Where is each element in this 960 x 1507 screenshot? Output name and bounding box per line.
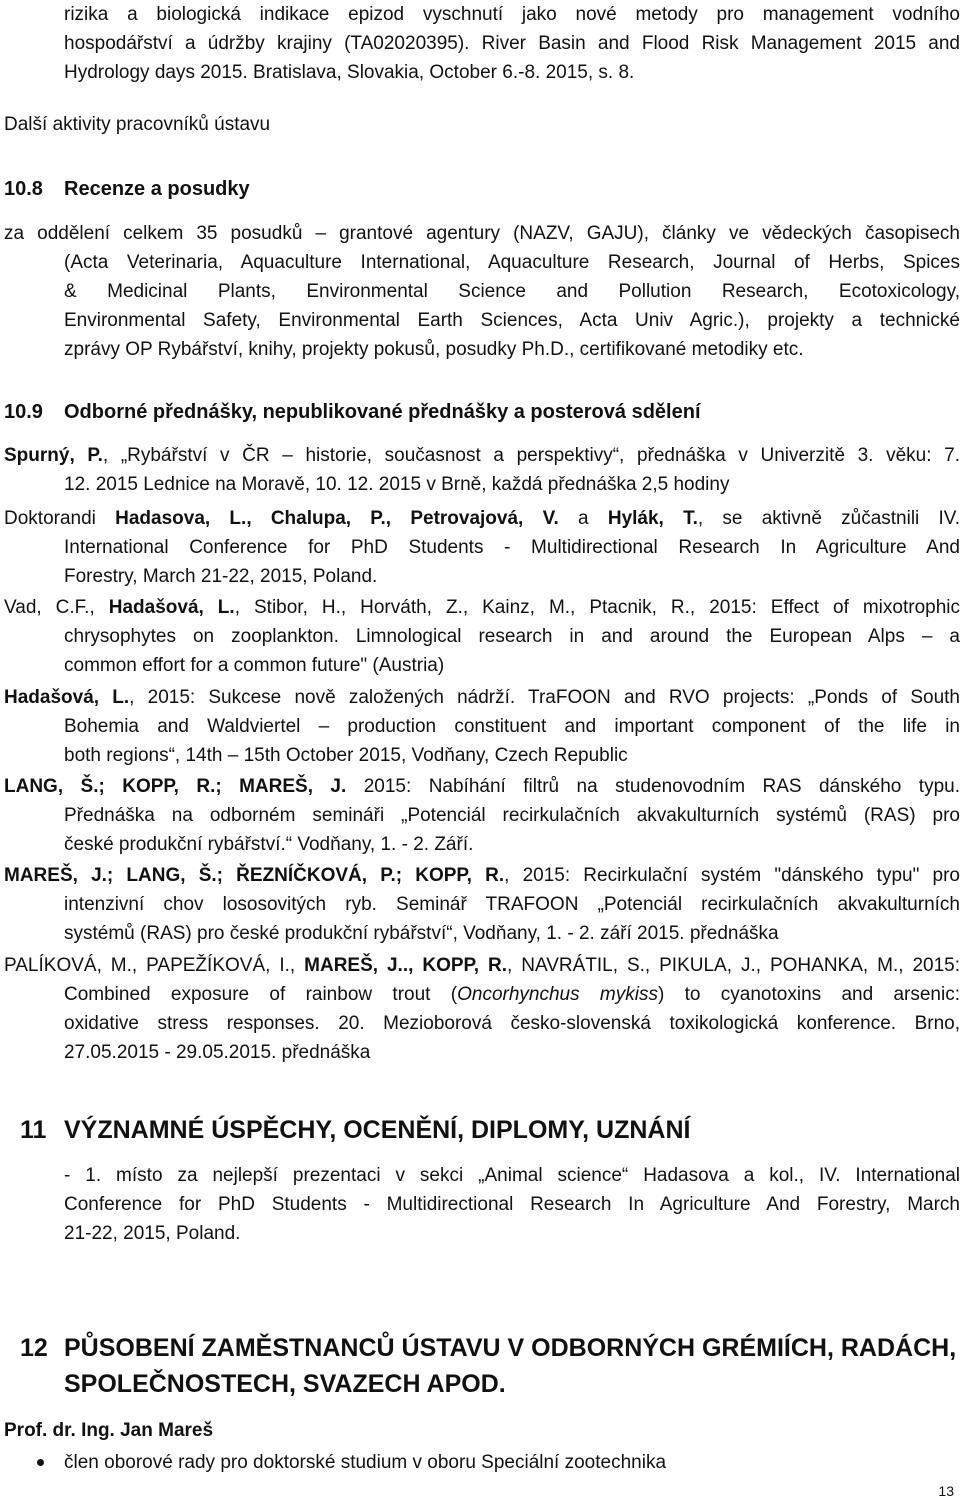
lecture-entry [4,772,960,801]
entry-text: 12. 2015 Lednice na Moravě, 10. 12. 2015 v Brně, každá přednáška 2,5 hodiny [64,474,730,495]
entry-text: common effort for a common future" (Austria) [64,655,445,676]
entry-text: International Conference for PhD Students - Multidirectional Research In Agriculture And [64,537,960,558]
entry-author: Hadašová, L. [4,687,130,708]
lecture-entry [4,951,960,980]
page-number: 13 [938,1483,954,1499]
entry-author: Hadašová, L. [108,597,235,618]
entry-text: a [578,508,589,529]
person-name: Prof. dr. Ing. Jan Mareš [4,1420,214,1441]
species-name: Oncorhynchus mykiss [457,984,658,1005]
paragraph-line: - 1. místo za nejlepší prezentaci v sekci „Animal science“ Hadasova a kol., IV. International [64,1165,960,1186]
entry-text: both regions“, 14th – 15th October 2015, Vodňany, Czech Republic [64,745,628,766]
lecture-entry-cont [64,470,960,499]
section-number: 10.8 [4,178,43,200]
entry-text: chrysophytes on zooplankton. Limnological research in and around the European Alps – a [64,626,960,647]
lecture-entry-cont [64,890,960,948]
paragraph-line: Environmental Safety, Environmental Earth Sciences, Acta Univ Agric.), projekty a technické [64,310,960,331]
entry-text: 27.05.2015 - 29.05.2015. přednáška [64,1042,371,1063]
paragraph-line: Hydrology days 2015. Bratislava, Slovakia, October 6.-8. 2015, s. 8. [64,62,635,83]
entry-author: MAREŠ, J.., KOPP, R. [304,955,507,976]
bullet-item: člen oborové rady pro doktorské studium v oboru Speciální zootechnika [64,1452,667,1473]
entry-text: , 2015: Sukcese nově založených nádrží. TraFOON and RVO projects: „Ponds of South [129,687,960,708]
paragraph-line: zprávy OP Rybářství, knihy, projekty pokusů, posudky Ph.D., certifikované metodiky etc. [64,339,804,360]
entry-authors: Hadasova, L., Chalupa, P., Petrovajová, V. [115,508,559,529]
entry-text: oxidative stress responses. 20. Mezioborová česko-slovenská toxikologická konference. Brno, [64,1013,960,1034]
entry-authors: Hylák, T. [607,508,698,529]
paragraph-line: rizika a biologická indikace epizod vyschnutí jako nové metody pro management vodního [64,4,960,25]
lecture-entry-cont [64,801,960,859]
entry-text: 2015: Nabíhání filtrů na studenovodním RAS dánského typu. [346,776,960,797]
chapter-title-cont: SPOLEČNOSTECH, SVAZECH APOD. [64,1370,506,1398]
lecture-entry [4,861,960,890]
bullet-icon [37,1459,44,1466]
entry-text: systémů (RAS) pro české produkční rybářství“, Vodňany, 1. - 2. září 2015. přednáška [64,923,779,944]
section-title: Recenze a posudky [64,178,250,200]
entry-text: Bohemia and Waldviertel – production constituent and important component of the life in [64,716,960,737]
paragraph-line: Conference for PhD Students - Multidirectional Research In Agriculture And Forestry, March [64,1194,960,1215]
chapter-title: VÝZNAMNÉ ÚSPĚCHY, OCENĚNÍ, DIPLOMY, UZNÁNÍ [64,1116,691,1144]
achievements-paragraph [64,1161,960,1248]
entry-text: PALÍKOVÁ, M., PAPEŽÍKOVÁ, I., [4,955,305,976]
paragraph-line: & Medicinal Plants, Environmental Science and Pollution Research, Ecotoxicology, [64,281,960,302]
lecture-entry [4,504,960,533]
lecture-entry-cont [64,622,960,680]
lecture-entry-cont [64,533,960,591]
lecture-entry-cont [64,980,960,1067]
entry-text: Vad, C.F., [4,597,109,618]
paragraph-line: za oddělení celkem 35 posudků – grantové agentury (NAZV, GAJU), články ve vědeckých časopisech [4,223,960,244]
reviews-paragraph [4,219,960,248]
reviews-paragraph-cont [64,248,960,364]
chapter-number: 12 [20,1334,48,1362]
other-activities-heading: Další aktivity pracovníků ústavu [4,114,271,135]
entry-text: , se aktivně zůčastnili IV. [697,508,960,529]
lecture-entry [4,683,960,712]
paragraph-line: (Acta Veterinaria, Aquaculture International, Aquaculture Research, Journal of Herbs, Spices [64,252,960,273]
paragraph-line: 21-22, 2015, Poland. [64,1223,241,1244]
lecture-entry [4,441,960,470]
entry-prefix: Doktorandi [4,508,96,529]
lecture-entry-cont [64,712,960,770]
chapter-title: PŮSOBENÍ ZAMĚSTNANCŮ ÚSTAVU V ODBORNÝCH GRÉMIÍCH, RADÁCH, [64,1334,957,1362]
lecture-entry [4,593,960,622]
entry-author: MAREŠ, J.; LANG, Š.; ŘEZNÍČKOVÁ, P.; KOPP, R. [4,865,505,886]
entry-text: české produkční rybářství.“ Vodňany, 1. - 2. Září. [64,834,474,855]
entry-text: ) to cyanotoxins and arsenic: [657,984,960,1005]
entry-text: , Stibor, H., Horváth, Z., Kainz, M., Ptacnik, R., 2015: Effect of mixotrophic [234,597,960,618]
entry-text: , 2015: Recirkulační systém "dánského typu" pro [504,865,960,886]
entry-text: Combined exposure of rainbow trout ( [64,984,458,1005]
entry-author: LANG, Š.; KOPP, R.; MAREŠ, J. [4,776,347,797]
entry-text: Forestry, March 21-22, 2015, Poland. [64,566,378,587]
section-number: 10.9 [4,401,43,423]
entry-author: Spurný, P. [4,445,103,466]
entry-text: Přednáška na odborném semináři „Potenciál recirkulačních akvakulturních systémů (RAS) pro [64,805,960,826]
entry-text: intenzivní chov lososovitých ryb. Seminář TRAFOON „Potenciál recirkulačních akvakulturních [64,894,960,915]
chapter-number: 11 [20,1116,47,1144]
entry-text: , „Rybářství v ČR – historie, současnost a perspektivy“, přednáška v Univerzitě 3. věku: 7. [102,445,960,466]
paragraph-line: hospodářství a údržby krajiny (TA02020395). River Basin and Flood Risk Management 2015 and [64,33,960,54]
top-paragraph [64,0,960,87]
entry-text: , NAVRÁTIL, S., PIKULA, J., POHANKA, M., 2015: [506,955,960,976]
section-title: Odborné přednášky, nepublikované přednášky a posterová sdělení [64,401,701,423]
